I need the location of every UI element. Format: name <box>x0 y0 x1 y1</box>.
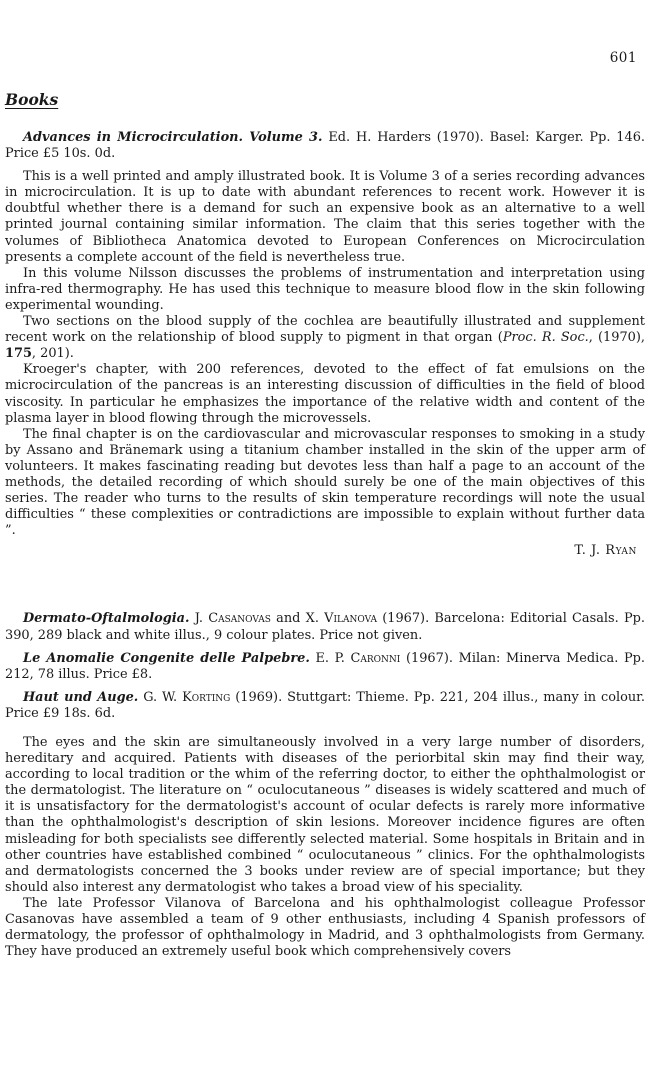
review-paragraph: Two sections on the blood supply of the cochlea are beautifully illustrated and supplement recent work on the relationship of blood supply to pigment in that organ (Proc. R. Soc., (1970), 175, 201). <box>5 314 645 362</box>
book-details: Ed. H. Harders (1970). Basel: Karger. Pp. 146. Price £5 10s. 0d. <box>5 130 645 162</box>
review-microcirculation <box>5 130 645 559</box>
author-name: Casanovas <box>208 611 271 627</box>
book-details: (1969). Stuttgart: Thieme. Pp. 221, 204 illus., many in colour. Price £9 18s. 6d. <box>5 689 645 721</box>
author-name: Caronni <box>350 650 401 666</box>
author-name: Korting <box>182 689 231 705</box>
review-paragraph: This is a well printed and amply illustrated book. It is Volume 3 of a series recording advances in microcirculation. It is up to date with abundant references to recent work. However it is doubtful whether there is a demand for such an expensive book as an alternative to a well printed journal containing similar information. The claim that this series together with the volumes of Bibliotheca Anatomica devoted to European Conferences on Microcirculation presents a complete account of the field is nevertheless true. <box>5 169 645 265</box>
book-details: (1967). Barcelona: Editorial Casals. Pp. 390, 289 black and white illus., 9 colour plates. Price not given. <box>5 611 645 643</box>
book-reference: Haut und Auge. G. W. Korting (1969). Stuttgart: Thieme. Pp. 221, 204 illus., many in colour. Price £9 18s. 6d. <box>5 689 645 721</box>
book-title: Le Anomalie Congenite delle Palpebre. <box>23 650 310 666</box>
author-name: Vilanova <box>324 611 377 627</box>
reviewer-signature: T. J. Ryan <box>574 543 637 559</box>
page-number: 601 <box>609 50 637 66</box>
book-title: Dermato-Oftalmologia. <box>23 611 190 627</box>
review-paragraph: The final chapter is on the cardiovascular and microvascular responses to smoking in a study by Assano and Bränemark using a titanium chamber installed in the skin of the upper arm of volunteers. It makes fascinating reading but devotes less than half a page to an account of the methods, the detailed recording of which should surely be one of the main objectives of this series. The reader who turns to the results of skin temperature recordings will note the usual difficulties “ these complexities or contradictions are impossible to explain without further data ”. <box>5 426 645 539</box>
journal-page <box>5 0 645 1073</box>
journal-citation: Proc. R. Soc. <box>502 330 589 346</box>
book-details: (1967). Milan: Minerva Medica. Pp. 212, 78 illus. Price £8. <box>5 650 645 682</box>
review-eye-skin <box>5 611 645 960</box>
section-title: Books <box>5 90 59 109</box>
book-reference: Dermato-Oftalmologia. J. Casanovas and X. Vilanova (1967). Barcelona: Editorial Casals. Pp. 390, 289 black and white illus., 9 colour plates. Price not given. <box>5 611 645 643</box>
book-title: Advances in Microcirculation. Volume 3. <box>23 130 323 145</box>
page-content <box>5 130 645 960</box>
book-title: Haut und Auge. <box>23 689 139 705</box>
review-paragraph: The late Professor Vilanova of Barcelona and his ophthalmologist colleague Professor Casanovas have assembled a team of 9 other enthusiasts, including 4 Spanish professors of dermatology, the professor of ophthalmology in Madrid, and 3 ophthalmologists from Germany. They have produced an extremely useful book which comprehensively covers <box>5 895 645 960</box>
book-reference <box>5 130 645 162</box>
book-reference: Le Anomalie Congenite delle Palpebre. E. P. Caronni (1967). Milan: Minerva Medica. Pp. 212, 78 illus. Price £8. <box>5 650 645 682</box>
review-paragraph: Kroeger's chapter, with 200 references, devoted to the effect of fat emulsions on the microcirculation of the pancreas is an interesting discussion of difficulties in the field of blood viscosity. In particular he emphasizes the importance of the relative width and content of the plasma layer in blood flowing through the microvessels. <box>5 362 645 426</box>
review-paragraph: In this volume Nilsson discusses the problems of instrumentation and interpretation using infra-red thermography. He has used this technique to measure blood flow in the skin following experimental wounding. <box>5 265 645 313</box>
journal-volume: 175 <box>5 346 32 362</box>
review-paragraph: The eyes and the skin are simultaneously involved in a very large number of disorders, hereditary and acquired. Patients with diseases of the periorbital skin may find their way, according to local tradition or the whim of the referring doctor, to either the ophthalmologist or the dermatologist. The literature on “ oculocutaneous ” diseases is widely scattered and much of it is unsatisfactory for the dermatologist's account of ocular defects is rarely more informative than the ophthalmologist's description of skin lesions. Moreover incidence figures are often misleading for both specialists see differently selected material. Some hospitals in Britain and in other countries have established combined “ oculocutaneous ” clinics. For the ophthalmologists and dermatologists concerned the 3 books under review are of special importance; but they should also interest any dermatologist who takes a broad view of his speciality. <box>5 735 645 895</box>
